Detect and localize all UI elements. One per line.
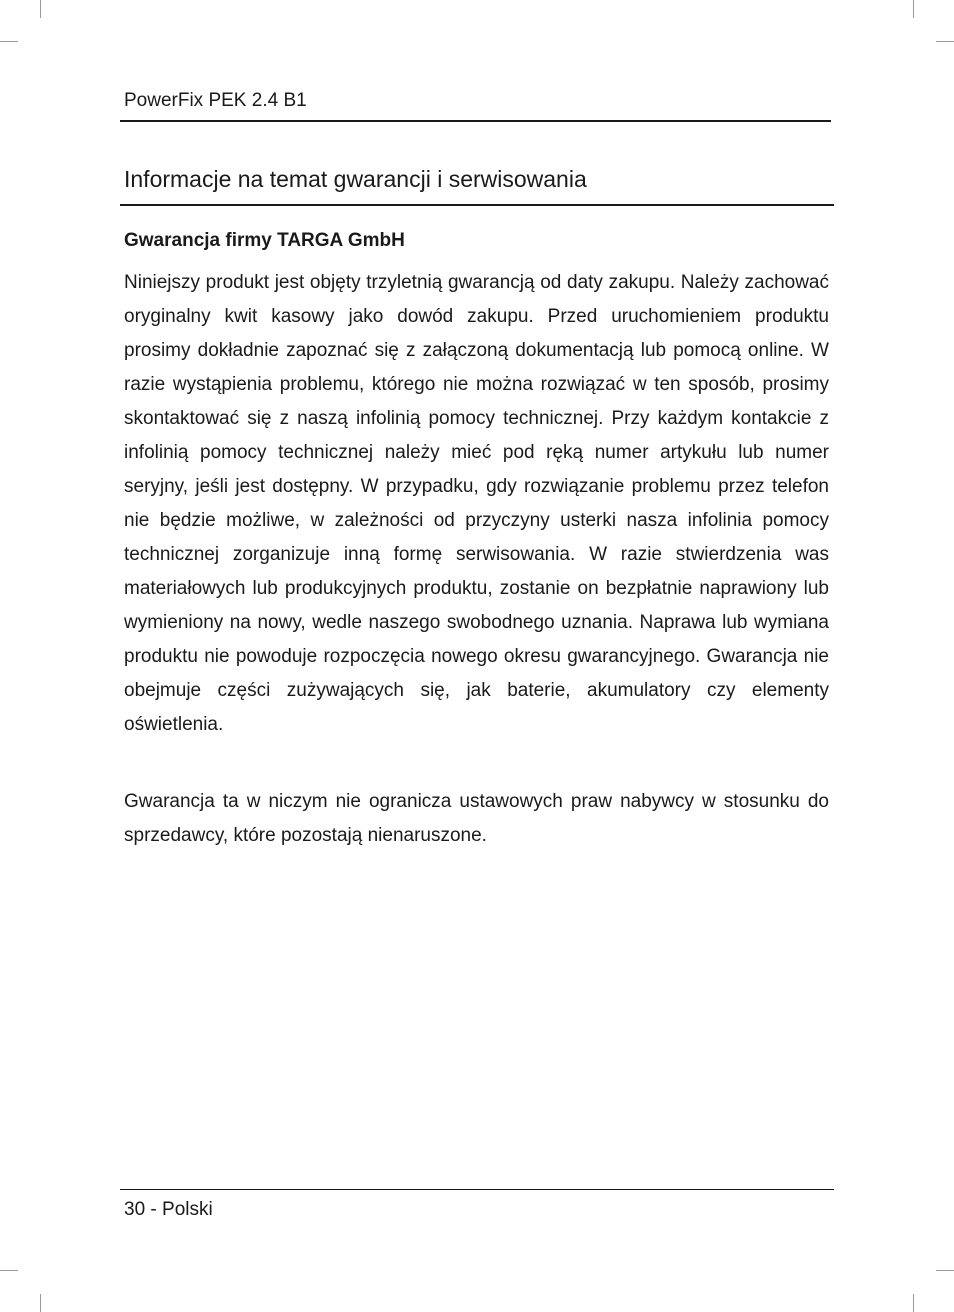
body-paragraph: Niniejszy produkt jest objęty trzyletnią gwarancją od daty zakupu. Należy zachować oryginalny kwit kasowy jako dowód zakupu. Przed uruchomieniem produktu prosimy dokładnie zapoznać się z załączoną dokumentacją lub pomocą online. W razie wystąpienia problemu, którego nie można rozwiązać w ten sposób, prosimy skontaktować się z naszą infolinią pomocy technicznej. Przy każdym kontakcie z infolinią pomocy technicznej należy mieć pod ręką numer artykułu lub numer seryjny, jeśli jest dostępny. W przypadku, gdy rozwiązanie problemu przez telefon nie będzie możliwe, w zależności od przyczyny usterki nasza infolinia pomocy technicznej zorganizuje inną formę serwisowania. W razie stwierdzenia was materiałowych lub produkcyjnych produktu, zostanie on bezpłatnie naprawiony lub wymieniony na nowy, wedle naszego swobodnego uznania. Naprawa lub wymiana produktu nie powoduje rozpoczęcia nowego okresu gwarancyjnego. Gwarancja nie obejmuje części zużywających się, jak baterie, akumulatory czy elementy oświetlenia. xyxy=(124,272,829,735)
crop-mark xyxy=(913,0,914,18)
crop-mark xyxy=(936,1270,954,1271)
crop-mark xyxy=(936,41,954,42)
crop-mark xyxy=(0,41,18,42)
header-rule xyxy=(120,120,831,122)
crop-mark xyxy=(40,0,41,18)
page-number: 30 - Polski xyxy=(124,1199,213,1220)
footer-rule xyxy=(120,1189,834,1190)
body-paragraph: Gwarancja ta w niczym nie ogranicza ustawowych praw nabywcy w stosunku do sprzedawcy, które pozostają nienaruszone. xyxy=(124,791,829,846)
section-rule xyxy=(120,204,834,206)
running-header: PowerFix PEK 2.4 B1 xyxy=(124,90,307,111)
subsection-heading: Gwarancja firmy TARGA GmbH xyxy=(124,230,405,251)
crop-mark xyxy=(0,1270,18,1271)
section-title: Informacje na temat gwarancji i serwisowania xyxy=(124,166,587,192)
crop-mark xyxy=(40,1294,41,1312)
crop-mark xyxy=(913,1294,914,1312)
